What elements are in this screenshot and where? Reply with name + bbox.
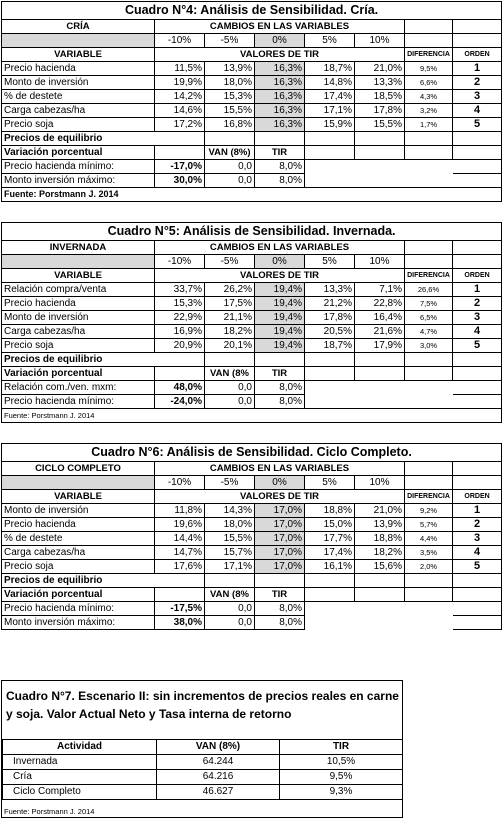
van-value: 64.216 [157, 770, 280, 785]
variable-name: Carga cabezas/ha [2, 325, 155, 339]
variable-header: VARIABLE [2, 490, 155, 504]
pct-header: 0% [255, 34, 305, 48]
equilibrium-van: 0,0 [205, 395, 255, 409]
order-value: 2 [453, 297, 502, 311]
table-cuadro-7 [1, 680, 403, 818]
tir-value: 15,5% [205, 104, 255, 118]
difference-value: 6,5% [405, 311, 453, 325]
tir-values-header: VALORES DE TIR [155, 48, 405, 62]
tir-value: 7,1% [355, 283, 405, 297]
tir-value: 18,7% [305, 62, 355, 76]
tir-value: 15,5% [355, 118, 405, 132]
col-header: TIR [280, 740, 403, 755]
table-row [2, 283, 502, 297]
changes-header: CAMBIOS EN LAS VARIABLES [155, 20, 405, 34]
source-note: Fuente: Porstmann J. 2014 [2, 188, 502, 202]
tir-value: 18,0% [205, 76, 255, 90]
equilibrium-title: Precios de equilibrio [2, 132, 205, 146]
tir-value: 16,1% [305, 560, 355, 574]
variable-name: Carga cabezas/ha [2, 546, 155, 560]
tir-value: 19,4% [255, 297, 305, 311]
tir-header: TIR [255, 588, 305, 602]
tir-value: 17,0% [255, 560, 305, 574]
van-value: 46.627 [157, 785, 280, 800]
table-row [2, 118, 502, 132]
van-header: VAN (8% [205, 588, 255, 602]
order-value: 3 [453, 311, 502, 325]
order-header: ORDEN [453, 269, 502, 283]
tir-value: 19,6% [155, 518, 205, 532]
tir-value: 17,0% [255, 532, 305, 546]
tir-value: 20,9% [155, 339, 205, 353]
tir-value: 14,7% [155, 546, 205, 560]
tir-value: 19,9% [155, 76, 205, 90]
equilibrium-tir: 8,0% [255, 174, 305, 188]
tir-value: 19,4% [255, 311, 305, 325]
variable-name: Monto de inversión [2, 311, 155, 325]
pct-header: -10% [155, 476, 205, 490]
table-row [3, 785, 403, 800]
activity-name: Ciclo Completo [3, 785, 157, 800]
equilibrium-row [2, 174, 502, 188]
order-value: 2 [453, 518, 502, 532]
equilibrium-tir: 8,0% [255, 616, 305, 630]
equilibrium-title: Precios de equilibrio [2, 574, 205, 588]
tir-value: 13,3% [305, 283, 355, 297]
equilibrium-name: Relación com./ven. mxm: [2, 381, 155, 395]
order-value: 3 [453, 90, 502, 104]
equilibrium-row [2, 616, 502, 630]
variable-name: Precio soja [2, 339, 155, 353]
table-row [2, 76, 502, 90]
van-header: VAN (8%) [205, 146, 255, 160]
difference-header: DIFERENCIA [405, 490, 453, 504]
equilibrium-van: 0,0 [205, 174, 255, 188]
variable-name: Carga cabezas/ha [2, 104, 155, 118]
tir-value: 17,4% [305, 90, 355, 104]
tir-value: 17,0% [255, 518, 305, 532]
tir-value: 22,9% [155, 311, 205, 325]
equilibrium-pct: 48,0% [155, 381, 205, 395]
col-header: Actividad [3, 740, 157, 755]
table-row [2, 504, 502, 518]
section-label: INVERNADA [2, 241, 155, 255]
difference-value: 9,2% [405, 504, 453, 518]
difference-value: 3,0% [405, 339, 453, 353]
variable-name: % de destete [2, 90, 155, 104]
equilibrium-name: Monto inversión máximo: [2, 174, 155, 188]
order-value: 1 [453, 283, 502, 297]
equilibrium-name: Precio hacienda mínimo: [2, 395, 155, 409]
pct-header: 5% [305, 34, 355, 48]
variable-name: Precio hacienda [2, 518, 155, 532]
table-row [2, 311, 502, 325]
pct-header: 10% [355, 255, 405, 269]
difference-header: DIFERENCIA [405, 269, 453, 283]
table-row [2, 518, 502, 532]
tir-value: 14,6% [155, 104, 205, 118]
tir-value: 17,0% [255, 546, 305, 560]
tir-value: 9,3% [280, 785, 403, 800]
tir-value: 15,7% [205, 546, 255, 560]
scenario-table [2, 739, 403, 800]
tir-value: 20,1% [205, 339, 255, 353]
tir-value: 17,8% [305, 311, 355, 325]
order-value: 1 [453, 504, 502, 518]
equilibrium-row [2, 602, 502, 616]
difference-value: 3,2% [405, 104, 453, 118]
order-value: 5 [453, 560, 502, 574]
order-value: 1 [453, 62, 502, 76]
equilibrium-title: Precios de equilibrio [2, 353, 205, 367]
difference-value: 26,6% [405, 283, 453, 297]
equilibrium-pct: -17,5% [155, 602, 205, 616]
source-note: Fuente: Porstmann J. 2014 [2, 409, 502, 423]
source-note: Fuente: Porstmann J. 2014 [4, 807, 95, 816]
difference-value: 5,7% [405, 518, 453, 532]
activity-name: Invernada [3, 755, 157, 770]
equilibrium-pct: -17,0% [155, 160, 205, 174]
tir-value: 20,5% [305, 325, 355, 339]
tir-value: 19,4% [255, 283, 305, 297]
table-row [3, 755, 403, 770]
equilibrium-name: Precio hacienda mínimo: [2, 160, 155, 174]
tir-value: 21,2% [305, 297, 355, 311]
tir-value: 16,3% [255, 90, 305, 104]
equilibrium-row [2, 395, 502, 409]
tir-value: 21,6% [355, 325, 405, 339]
difference-value: 1,7% [405, 118, 453, 132]
tir-value: 18,7% [305, 339, 355, 353]
equilibrium-pct: 38,0% [155, 616, 205, 630]
tir-value: 16,8% [205, 118, 255, 132]
table-cuadro-4 [1, 1, 502, 202]
tir-value: 10,5% [280, 755, 403, 770]
table-row [3, 770, 403, 785]
tir-value: 18,5% [355, 90, 405, 104]
table-row [2, 532, 502, 546]
tir-value: 17,1% [205, 560, 255, 574]
variable-name: Relación compra/venta [2, 283, 155, 297]
tir-value: 16,3% [255, 62, 305, 76]
tir-value: 18,2% [205, 325, 255, 339]
section-label: CICLO COMPLETO [2, 462, 155, 476]
tir-header: TIR [255, 367, 305, 381]
pct-header: 10% [355, 34, 405, 48]
equilibrium-pct: -24,0% [155, 395, 205, 409]
difference-header: DIFERENCIA [405, 48, 453, 62]
variable-name: Precio soja [2, 118, 155, 132]
order-value: 4 [453, 325, 502, 339]
order-value: 5 [453, 339, 502, 353]
tir-value: 18,8% [355, 532, 405, 546]
table-row [2, 325, 502, 339]
order-value: 4 [453, 104, 502, 118]
tir-value: 14,4% [155, 532, 205, 546]
tir-value: 16,3% [255, 104, 305, 118]
variation-label: Variación porcentual [2, 146, 155, 160]
order-header: ORDEN [453, 48, 502, 62]
equilibrium-row [2, 160, 502, 174]
tir-value: 15,5% [205, 532, 255, 546]
tir-value: 33,7% [155, 283, 205, 297]
equilibrium-name: Precio hacienda mínimo: [2, 602, 155, 616]
tir-value: 15,3% [205, 90, 255, 104]
tir-value: 13,9% [355, 518, 405, 532]
tir-value: 13,3% [355, 76, 405, 90]
tir-value: 16,4% [355, 311, 405, 325]
tir-value: 16,3% [255, 118, 305, 132]
order-value: 4 [453, 546, 502, 560]
col-header: VAN (8%) [157, 740, 280, 755]
order-value: 3 [453, 532, 502, 546]
tir-value: 21,0% [355, 62, 405, 76]
pct-header: 10% [355, 476, 405, 490]
table-cuadro-5 [1, 222, 502, 423]
pct-header: -5% [205, 476, 255, 490]
tir-values-header: VALORES DE TIR [155, 490, 405, 504]
tir-value: 17,9% [355, 339, 405, 353]
tir-value: 17,4% [305, 546, 355, 560]
equilibrium-van: 0,0 [205, 616, 255, 630]
table-row [2, 90, 502, 104]
table-cuadro-6 [1, 443, 502, 630]
equilibrium-row [2, 381, 502, 395]
equilibrium-van: 0,0 [205, 160, 255, 174]
equilibrium-pct: 30,0% [155, 174, 205, 188]
variable-header: VARIABLE [2, 48, 155, 62]
difference-value: 4,3% [405, 90, 453, 104]
difference-value: 4,4% [405, 532, 453, 546]
tir-value: 21,0% [355, 504, 405, 518]
variable-name: Precio hacienda [2, 297, 155, 311]
tir-header: TIR [255, 146, 305, 160]
changes-header: CAMBIOS EN LAS VARIABLES [155, 241, 405, 255]
variable-name: Precio soja [2, 560, 155, 574]
tir-value: 15,9% [305, 118, 355, 132]
pct-header: 5% [305, 255, 355, 269]
tir-value: 18,0% [205, 518, 255, 532]
table-title: Cuadro N°6: Análisis de Sensibilidad. Ciclo Completo. [2, 444, 502, 462]
table-title: Cuadro N°4: Análisis de Sensibilidad. Cría. [2, 2, 502, 20]
tir-values-header: VALORES DE TIR [155, 269, 405, 283]
tir-value: 17,0% [255, 504, 305, 518]
variable-header: VARIABLE [2, 269, 155, 283]
tir-value: 17,5% [205, 297, 255, 311]
tir-value: 14,2% [155, 90, 205, 104]
difference-value: 3,5% [405, 546, 453, 560]
tir-value: 16,3% [255, 76, 305, 90]
tir-value: 11,8% [155, 504, 205, 518]
variable-name: Precio hacienda [2, 62, 155, 76]
tir-value: 14,8% [305, 76, 355, 90]
variable-name: Monto de inversión [2, 76, 155, 90]
pct-header: -5% [205, 34, 255, 48]
equilibrium-tir: 8,0% [255, 160, 305, 174]
equilibrium-name: Monto inversión máximo: [2, 616, 155, 630]
table-title: Cuadro N°7. Escenario II: sin incrementos de precios reales en carne y soja. Valor Actual Neto y Tasa interna de retorno [6, 689, 399, 721]
activity-name: Cría [3, 770, 157, 785]
section-label: CRÍA [2, 20, 155, 34]
tir-value: 21,1% [205, 311, 255, 325]
tir-value: 19,4% [255, 325, 305, 339]
tir-value: 11,5% [155, 62, 205, 76]
tir-value: 13,9% [205, 62, 255, 76]
tir-value: 17,7% [305, 532, 355, 546]
table-title: Cuadro N°5: Análisis de Sensibilidad. Invernada. [2, 223, 502, 241]
equilibrium-tir: 8,0% [255, 395, 305, 409]
table-row [2, 339, 502, 353]
equilibrium-tir: 8,0% [255, 602, 305, 616]
tir-value: 22,8% [355, 297, 405, 311]
variable-name: % de destete [2, 532, 155, 546]
tir-value: 15,3% [155, 297, 205, 311]
difference-value: 7,5% [405, 297, 453, 311]
tir-value: 18,8% [305, 504, 355, 518]
table-row [2, 62, 502, 76]
table-row [2, 104, 502, 118]
equilibrium-van: 0,0 [205, 381, 255, 395]
variation-label: Variación porcentual [2, 588, 155, 602]
order-value: 2 [453, 76, 502, 90]
tir-value: 16,9% [155, 325, 205, 339]
pct-header: -5% [205, 255, 255, 269]
variable-name: Monto de inversión [2, 504, 155, 518]
pct-header: -10% [155, 34, 205, 48]
difference-value: 2,0% [405, 560, 453, 574]
van-header: VAN (8% [205, 367, 255, 381]
pct-header: -10% [155, 255, 205, 269]
tir-value: 15,6% [355, 560, 405, 574]
changes-header: CAMBIOS EN LAS VARIABLES [155, 462, 405, 476]
equilibrium-van: 0,0 [205, 602, 255, 616]
difference-value: 6,6% [405, 76, 453, 90]
table-row [2, 297, 502, 311]
table-row [2, 560, 502, 574]
tir-value: 17,2% [155, 118, 205, 132]
tir-value: 14,3% [205, 504, 255, 518]
pct-header: 5% [305, 476, 355, 490]
variation-label: Variación porcentual [2, 367, 155, 381]
pct-header: 0% [255, 476, 305, 490]
difference-value: 9,5% [405, 62, 453, 76]
tir-value: 15,0% [305, 518, 355, 532]
tir-value: 17,6% [155, 560, 205, 574]
tir-value: 17,8% [355, 104, 405, 118]
pct-header: 0% [255, 255, 305, 269]
tir-value: 19,4% [255, 339, 305, 353]
tir-value: 17,1% [305, 104, 355, 118]
order-value: 5 [453, 118, 502, 132]
tir-value: 9,5% [280, 770, 403, 785]
tir-value: 26,2% [205, 283, 255, 297]
equilibrium-tir: 8,0% [255, 381, 305, 395]
tir-value: 18,2% [355, 546, 405, 560]
van-value: 64.244 [157, 755, 280, 770]
difference-value: 4,7% [405, 325, 453, 339]
table-row [2, 546, 502, 560]
order-header: ORDEN [453, 490, 502, 504]
